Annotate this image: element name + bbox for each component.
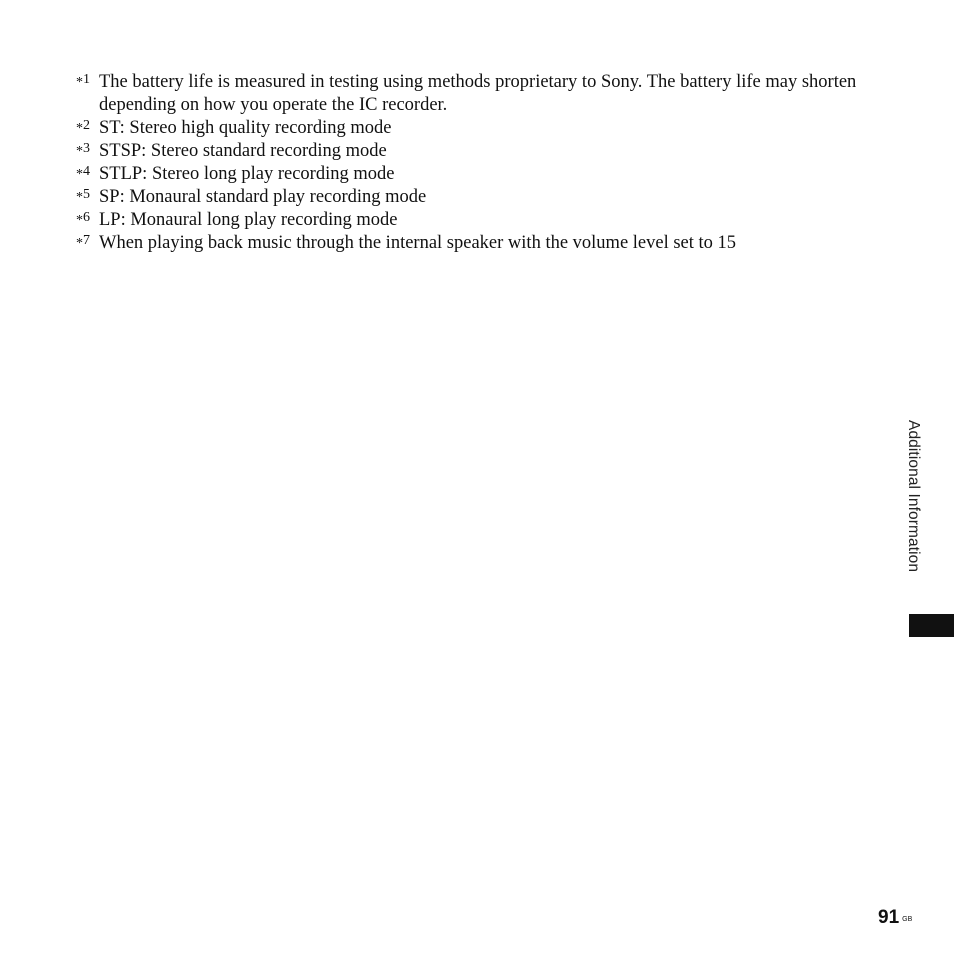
footnote-marker: *4 [76,164,90,182]
footnote-marker: *3 [76,141,90,159]
page-number-value: 91 [878,907,900,928]
footnote-list [76,71,876,255]
footnote-text: SP: Monaural standard play recording mode [99,187,427,207]
footnote-item [76,140,876,163]
footnote-item [76,71,876,117]
footnote-text: When playing back music through the internal speaker with the volume level set to 15 [99,233,737,253]
footnote-item [76,186,876,209]
footnote-item [76,117,876,140]
footnote-text: LP: Monaural long play recording mode [99,210,398,230]
footnote-marker: *1 [76,72,90,90]
page-number-suffix: GB [902,916,913,923]
footnote-text: STLP: Stereo long play recording mode [99,164,395,184]
footnote-marker: *6 [76,210,90,228]
footnote-item [76,163,876,186]
footnote-item [76,209,876,232]
section-tab-label: Additional Information [905,420,922,573]
footnote-marker: *5 [76,187,90,205]
footnote-text: The battery life is measured in testing using methods proprietary to Sony. The battery life may shorten depending on how you operate the IC recorder. [99,72,857,115]
page-number [878,906,912,930]
footnote-text: STSP: Stereo standard recording mode [99,141,387,161]
footnote-marker: *7 [76,233,90,251]
section-tab-marker [909,614,954,637]
footnote-item [76,232,876,255]
footnote-marker: *2 [76,118,90,136]
footnote-text: ST: Stereo high quality recording mode [99,118,392,138]
